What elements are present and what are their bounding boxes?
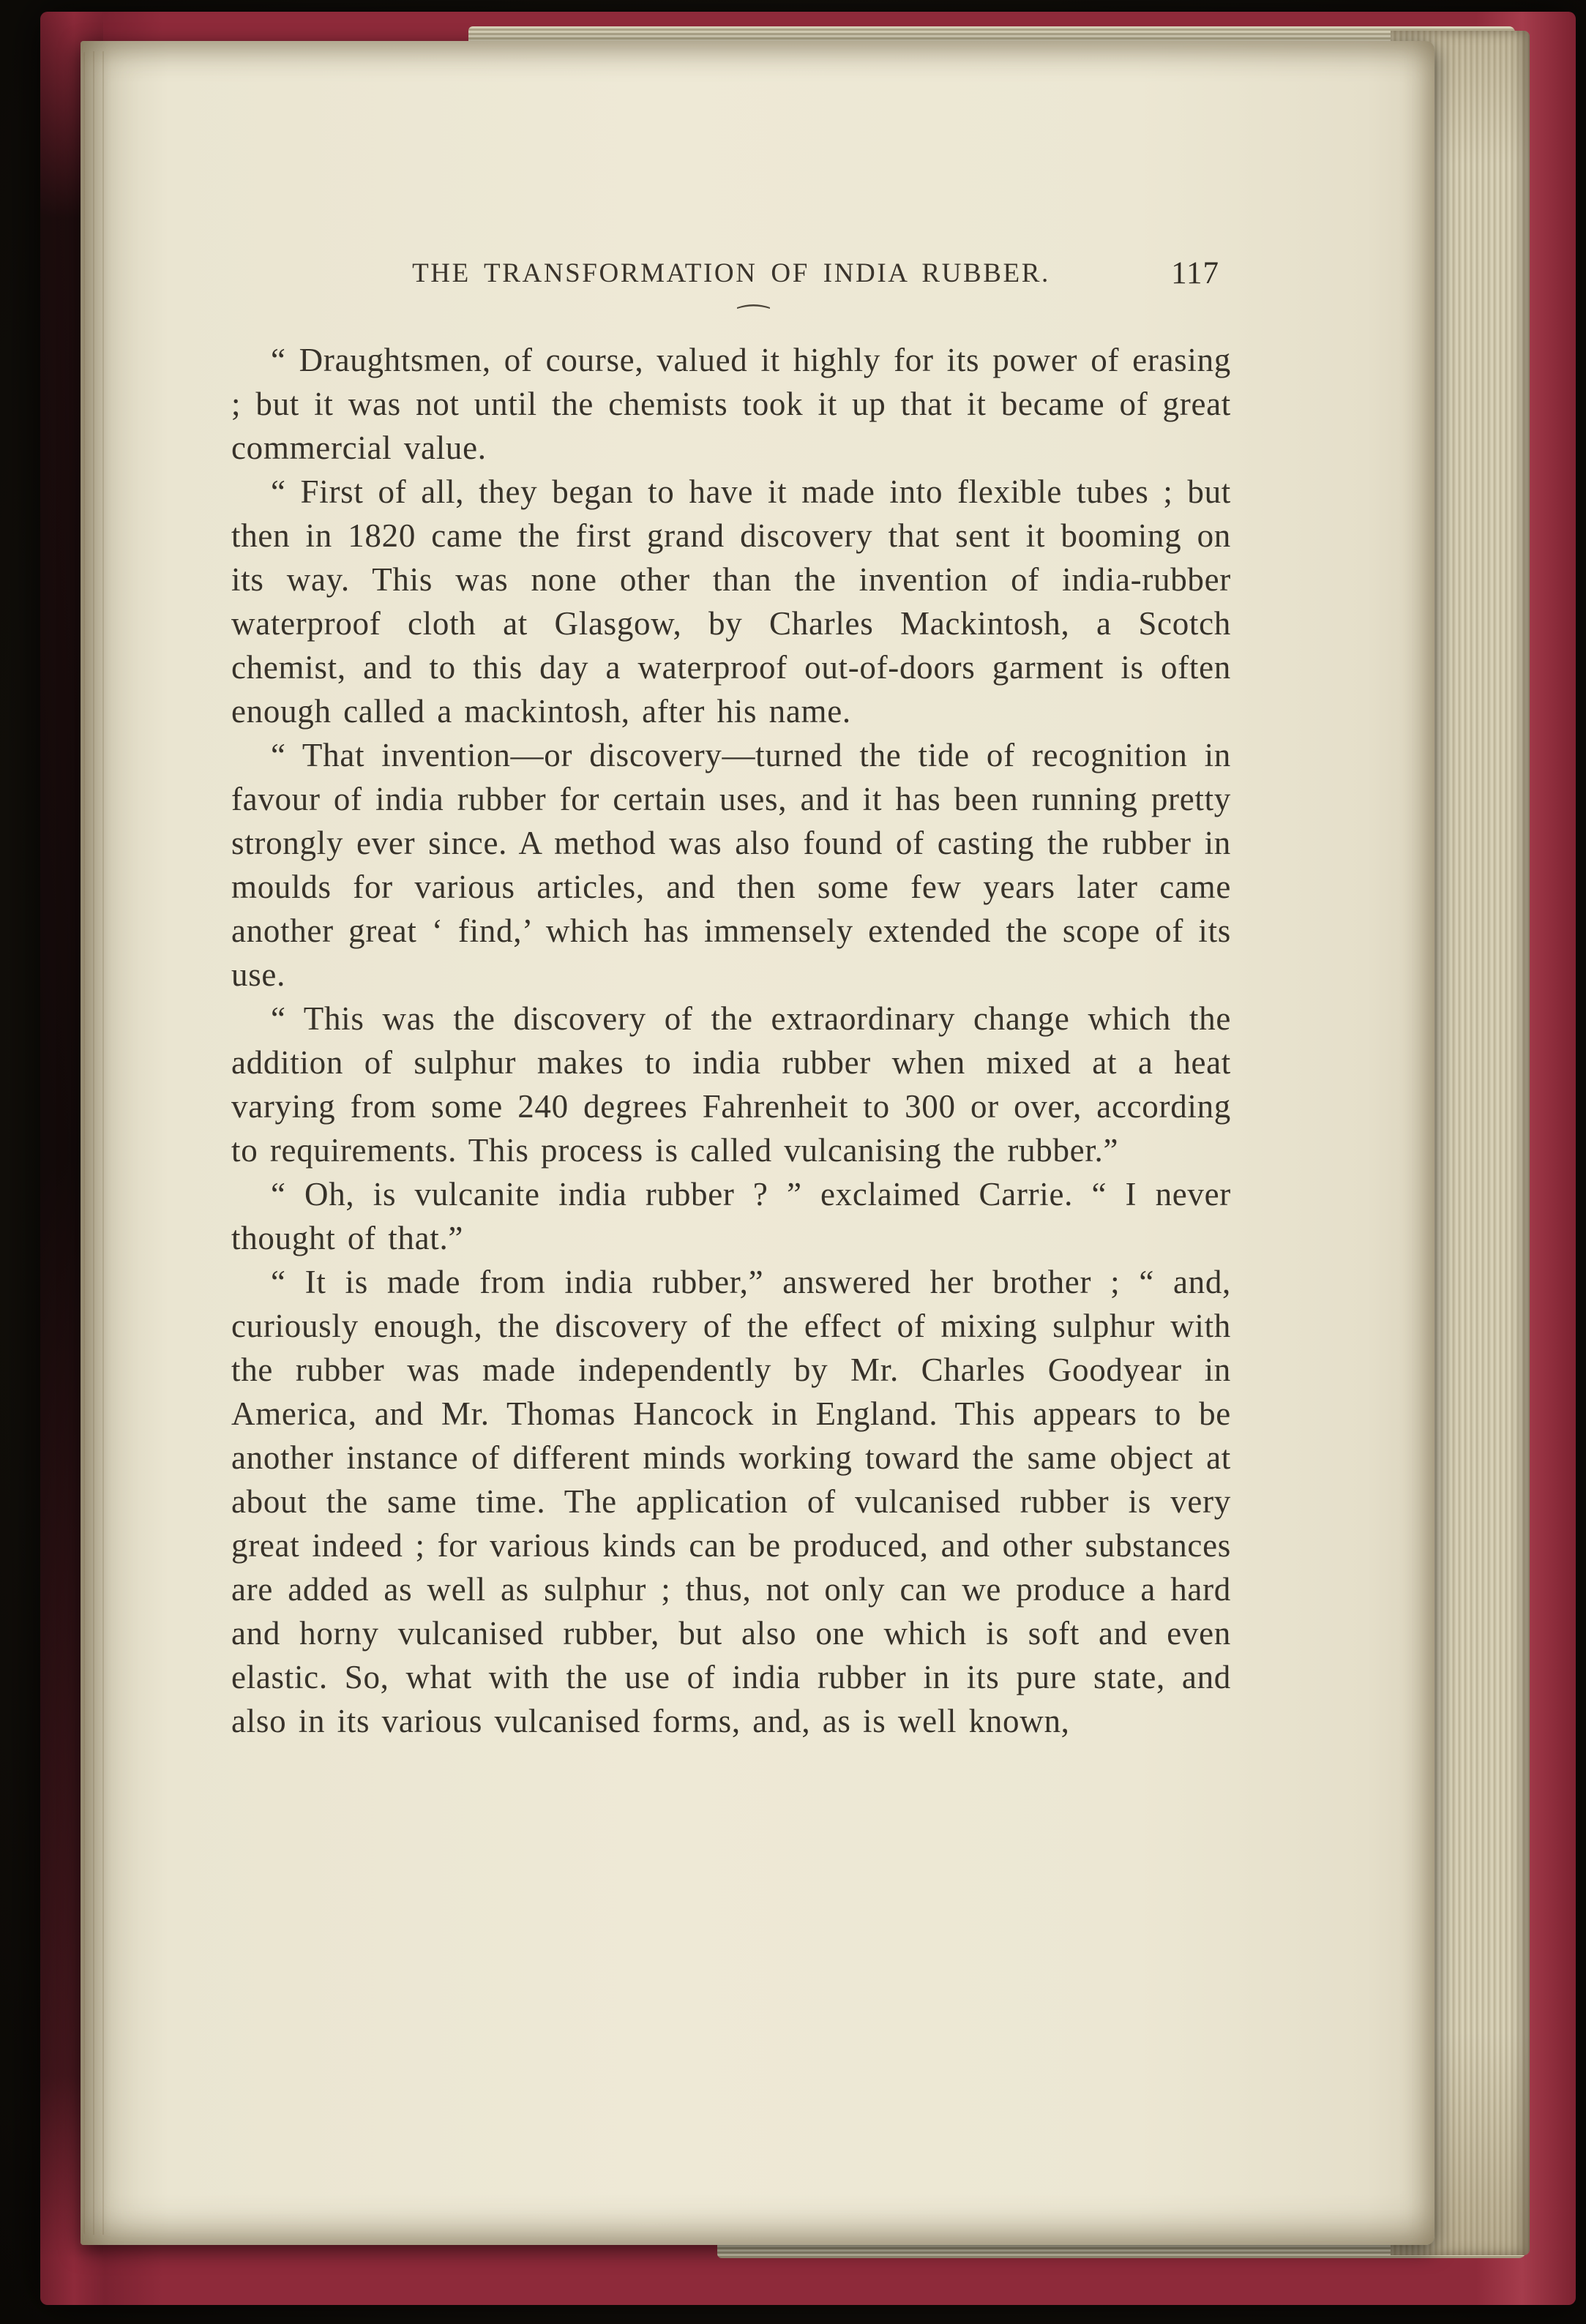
print-artifact-icon: ⁀ <box>738 305 768 334</box>
page-surface <box>81 41 1434 2245</box>
paragraph: “ It is made from india rubber,” answered her brother ; “ and, curiously enough, the discovery of the effect of mixing sulphur with the rubber was made independently by Mr. Charles Goodyear in America, and Mr. Thomas Hancock in England. This appears to be another instance of different minds working toward the same object at about the same time. The application of vulcanised rubber is very great indeed ; for various kinds can be produced, and other substances are added as well as sulphur ; thus, not only can we produce a hard and horny vulcanised rubber, but also one which is soft and even elastic. So, what with the use of india rubber in its pure state, and also in its various vulcanised forms, and, as is well known, <box>231 1264 1231 1739</box>
book-page <box>81 41 1434 2245</box>
page-number: 117 <box>1171 256 1219 290</box>
paragraph: “ That invention—or discovery—turned the tide of recognition in favour of india rubber for certain uses, and it has been running pretty strongly ever since. A method was also found of casting the rubber in moulds for various articles, and then some few years later came another great ‘ find,’ which has immensely extended the scope of its use. <box>231 737 1231 993</box>
page-body <box>231 338 1231 1743</box>
paragraph: “ First of all, they began to have it made into flexible tubes ; but then in 1820 came the first grand discovery that sent it booming on its way. This was none other than the invention of india-rubber waterproof cloth at Glasgow, by Charles Mackintosh, a Scotch chemist, and to this day a waterproof out-of-doors garment is often enough called a mackintosh, after his name. <box>231 473 1231 730</box>
paragraph: “ This was the discovery of the extraordinary change which the addition of sulphur makes to india rubber when mixed at a heat varying from some 240 degrees Fahrenheit to 300 or over, according to requirements. This process is called vulcanising the rubber.” <box>231 1000 1231 1169</box>
paragraph: “ Draughtsmen, of course, valued it highly for its power of erasing ; but it was not until the chemists took it up that it became of great commercial value. <box>231 342 1231 466</box>
paragraph: “ Oh, is vulcanite india rubber ? ” exclaimed Carrie. “ I never thought of that.” <box>231 1176 1231 1256</box>
chapter-title: THE TRANSFORMATION OF INDIA RUBBER. <box>412 258 1050 288</box>
running-header <box>231 258 1231 296</box>
